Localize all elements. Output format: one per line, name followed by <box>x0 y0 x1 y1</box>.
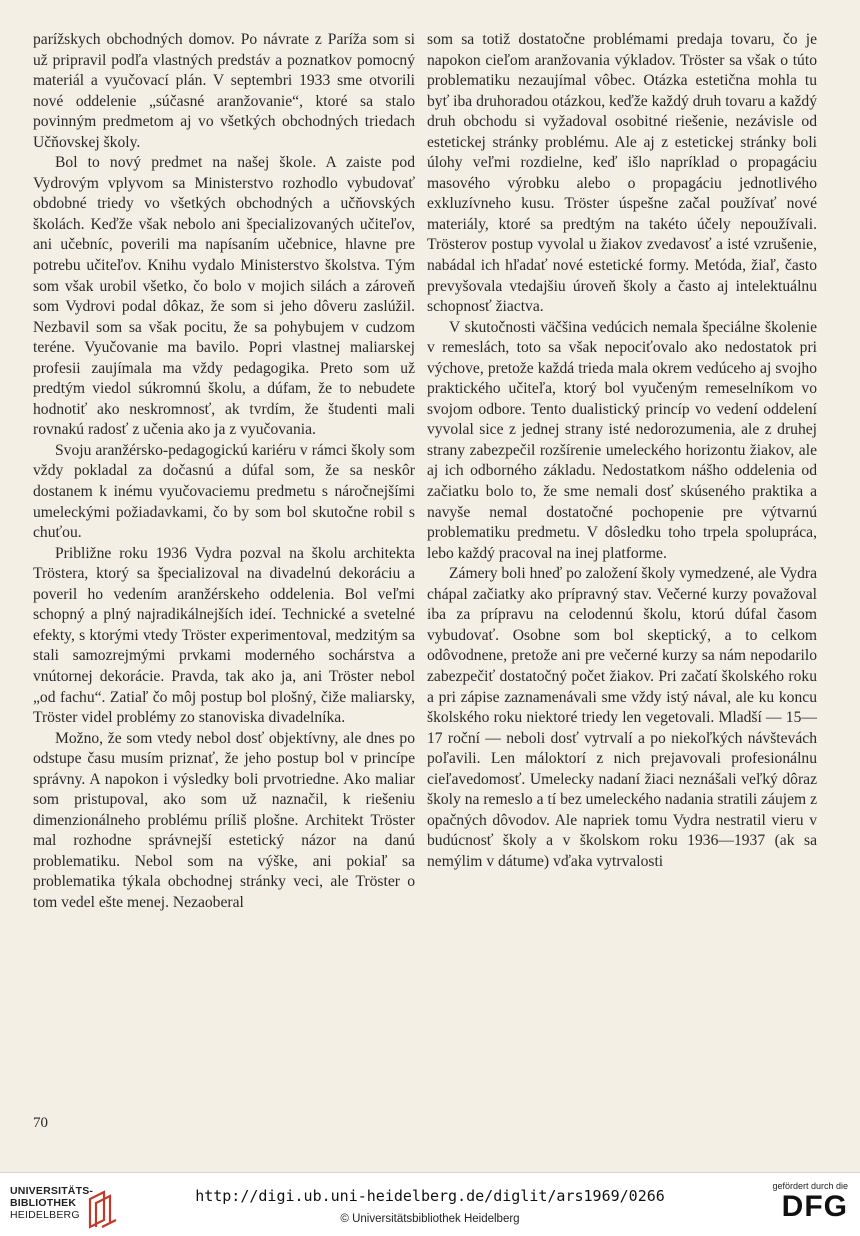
paragraph: Svoju aranžérsko-pedagogickú kariéru v rámci školy som vždy pokladal za dočasnú a dúfal som, že sa neskôr dostanem k inému vyučovaciemu predmetu s náročnejšími umeleckými požiadavkami, čo by som bol skutočne robil s chuťou. <box>33 441 415 542</box>
library-name-line1: UNIVERSITÄTS- <box>10 1185 94 1197</box>
sponsor-caption: gefördert durch die <box>772 1181 848 1191</box>
permalink-url[interactable]: http://digi.ub.uni-heidelberg.de/diglit/ars1969/0266 <box>195 1187 665 1205</box>
page-number: 70 <box>33 1115 48 1131</box>
paragraph: V skutočnosti väčšina vedúcich nemala špeciálne školenie v remeslách, toto sa však nepociťovalo ako nedostatok pri výchove, pretože každá trieda mala okrem vedúceho aj svojho praktického učiteľa, ktorý bol vyučeným remeselníkom vo svojom odbore. Tento dualistický princíp vo vedení oddelení vyvolal sice z jednej strany isté nedorozumenia, ale z druhej strany zabezpečil rozšírenie umeleckého horizontu žiakov, ale aj ich odborného základu. Nedostatkom nášho oddelenia od začiatku bolo to, že sme nemali dosť skúseného praktika a navyše nemal dostatočné pochopenie pre výtvarnú problematiku predmetu. V dôsledku toho trpela spolupráca, lebo každý pracoval na inej platforme. <box>427 318 817 562</box>
library-name-line3: HEIDELBERG <box>10 1209 80 1221</box>
paragraph: Bol to nový predmet na našej škole. A zaiste pod Vydrovým vplyvom sa Ministerstvo rozhodlo vybudovať obdobné triedy vo všetkých obchodných a učňovských školách. Keďže však nebolo ani špecializovaných učiteľov, ani učebníc, poverili ma napísaním učebnice, hlavne pre potrebu učiteľov. Knihu vydalo Ministerstvo školstva. Tým som však urobil všetko, čo bolo v mojich silách a zároveň som Vydrovi podal dôkaz, že som si jeho dôveru zaslúžil. Nezbavil som sa však pocitu, že sa pohybujem v cudzom teréne. Vyučovanie ma bavilo. Popri vlastnej maliarskej profesii zaujímala ma vždy pedagogika. Preto som už predtým viedol súkromnú školu, a dúfam, že to nebudete hodnotiť ako neskromnosť, ak tvrdím, že študenti mali rovnakú radosť z učenia ako ja z vyučovania. <box>33 154 415 439</box>
right-column <box>427 30 817 872</box>
library-name-line2: BIBLIOTHEK <box>10 1197 77 1209</box>
dfg-wordmark: DFG <box>781 1190 848 1223</box>
left-column <box>33 30 415 914</box>
footer-bar <box>0 1172 860 1236</box>
paragraph: Zámery boli hneď po založení školy vymedzené, ale Vydra chápal začiatky ako prípravný stav. Večerné kurzy považoval iba za prípravu na celodennú školu, ktorú dúfal časom vybudovať. Osobne som bol skeptický, a to celkom odôvodnene, pretože ani pre večerné kurzy sa nám nepodarilo zabezpečiť dostatočný počet žiakov. Pri začatí školského roku a pri zápise zaznamenávali sme vždy istý nával, ale ku koncu školského roku niektoré triedy len vegetovali. Mladší — 15—17 roční — neboli dosť vytrvalí a po niekoľkých návštevách poľavili. Len máloktorí z nich prejavovali profesionálnu cieľavedomosť. Umelecky nadaní žiaci neznášali veľký dôraz školy na remeslo a tí bez umeleckého nadania stratili záujem z opačných dôvodov. Ale napriek tomu Vydra nestratil vieru v budúcnosť školy a v školskom roku 1936—1937 (ak sa nemýlim v dátume) vďaka vytrvalosti <box>427 565 817 870</box>
paragraph: Približne roku 1936 Vydra pozval na školu architekta Tröstera, ktorý sa špecializoval na divadelnú dekoráciu a poveril ho vedením aranžérskeho oddelenia. Bol veľmi schopný a plný najradikálnejších ideí. Technické a svetelné efekty, s ktorými vtedy Tröster experimentoval, medzitým sa stali samozrejmými prvkami moderného sochárstva a vnútornej dekorácie. Pravda, tak ako ja, ani Tröster nebol „od fachu“. Zatiaľ čo môj postup bol plošný, čiže maliarsky, Tröster videl problémy zo stanoviska divadelníka. <box>33 544 415 727</box>
copyright-notice: © Universitätsbibliothek Heidelberg <box>340 1213 520 1225</box>
paragraph: parížskych obchodných domov. Po návrate z Paríža som si už pripravil podľa vlastných predstáv a poznatkov pomocný materiál a vyučovací plán. V septembri 1933 sme otvorili nové oddelenie „súčasné aranžovanie“, ktoré sa stalo povinným predmetom aj vo všetkých obchodných triedach Učňovskej školy. <box>33 31 415 151</box>
paragraph: som sa totiž dostatočne problémami predaja tovaru, čo je napokon cieľom aranžovania výkladov. Tröster sa však o túto problematiku nezaujímal vôbec. Otázka estetična mohla tu byť iba druhoradou otázkou, keďže každý druh tovaru a každý druh obchodu si vyžadoval osobitné riešenie, nezávisle od estetickej stránky problému. Ale aj z estetickej stránky boli úlohy veľmi rozdielne, keď išlo napríklad o propagáciu masového výrobku alebo o propagáciu jednotlivého exkluzívneho kusu. Tröster úspešne začal používať nové materiály, ktoré sa predtým na takéto účely nepoužívali. Trösterov postup vyvolal u žiakov zvedavosť a isté vzrušenie, nabádal ich hľadať nové estetické formy. Metóda, žiaľ, často prevyšovala vtedajšiu úroveň školy a často aj intelektuálnu schopnosť žiactva. <box>427 31 817 316</box>
dfg-logo[interactable] <box>758 1181 848 1223</box>
paragraph: Možno, že som vtedy nebol dosť objektívny, ale dnes po odstupe času musím priznať, že jeho postup bol v princípe správny. A napokon i výsledky boli prvotriedne. Ako maliar som pristupoval, ako som už naznačil, k riešeniu dimenzionálneho problému príliš plošne. Architekt Tröster mal rozhodne správnejší estetický názor na danú problematiku. Nebol som na výške, ani pokiaľ sa problematika týkala obchodnej stránky veci, ale Tröster o tom vedel ešte menej. Nezaoberal <box>33 729 415 911</box>
